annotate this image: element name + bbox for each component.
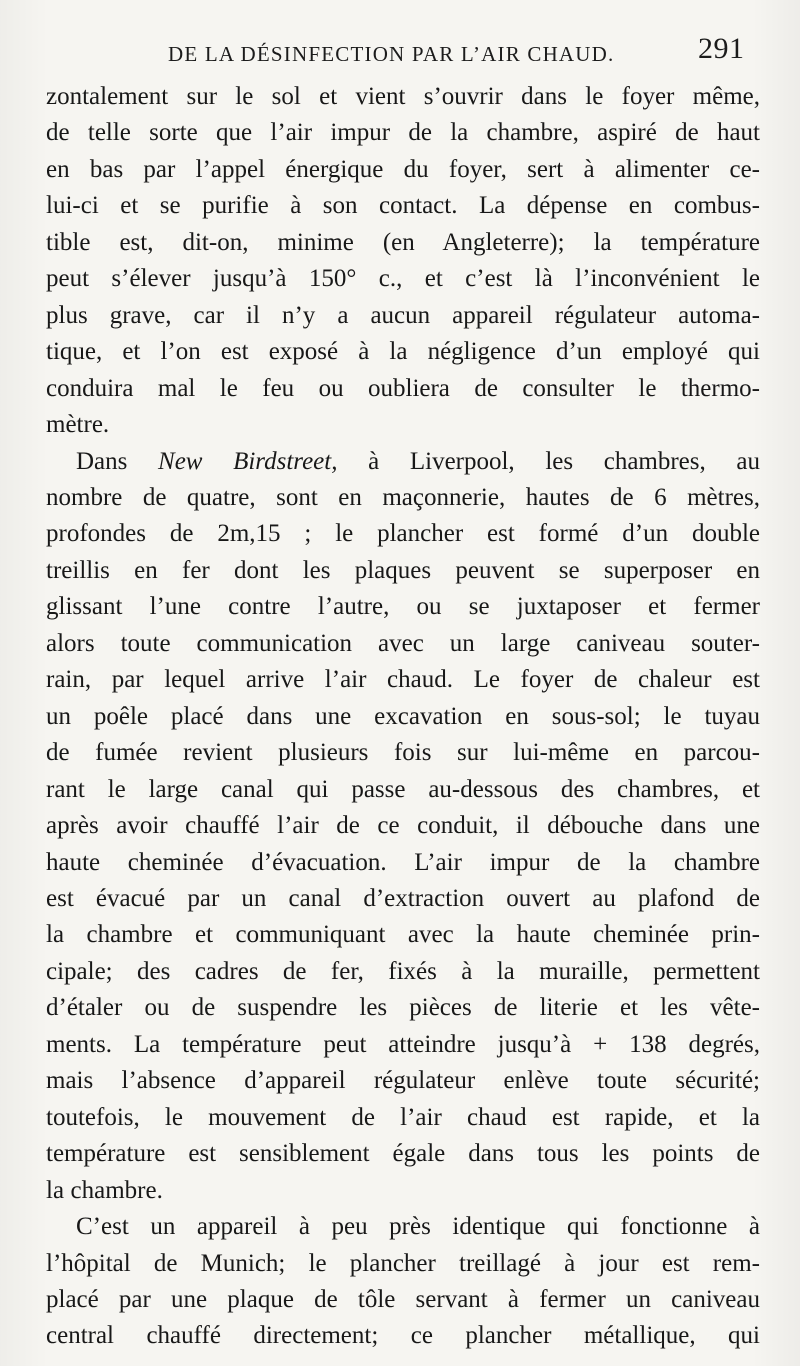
text-line: placé par une plaque de tôle servant à fermer un caniveau (46, 1285, 760, 1313)
text-line (46, 444, 760, 480)
text-line: glissant l’une contre l’autre, ou se juxtaposer et fermer (46, 593, 760, 621)
text-line: haute cheminée d’évacuation. L’air impur de la chambre (46, 848, 760, 876)
text-line: un poêle placé dans une excavation en sous-sol; le tuyau (46, 702, 760, 730)
text-run: à Liverpool, les chambres, au (337, 447, 760, 475)
running-title: DE LA DÉSINFECTION PAR L’AIR CHAUD. (168, 42, 615, 66)
text-line: tible est, dit-on, minime (en Angleterre); la température (46, 228, 760, 256)
text-line: de fumée revient plusieurs fois sur lui-même en parcou- (46, 739, 760, 767)
paragraph-3 (46, 1209, 760, 1355)
text-line: est évacué par un canal d’extraction ouvert au plafond de (46, 884, 760, 912)
text-line: peut s’élever jusqu’à 150° c., et c’est là l’inconvénient le (46, 265, 760, 293)
text-line: lui-ci et se purifie à son contact. La dépense en combus- (46, 192, 760, 220)
text-line: zontalement sur le sol et vient s’ouvrir dans le foyer même, (46, 83, 760, 110)
text-line: cipale; des cadres de fer, fixés à la muraille, permettent (46, 957, 760, 985)
text-line: la chambre. (46, 1176, 163, 1204)
street-name: New Birdstreet, (158, 447, 338, 475)
text-line: alors toute communication avec un large caniveau souter- (46, 629, 760, 657)
text-line: ments. La température peut atteindre jusqu’à + 138 degrés, (46, 1030, 760, 1058)
text-line: plus grave, car il n’y a aucun appareil régulateur automa- (46, 301, 760, 329)
text-line: mètre. (46, 411, 110, 439)
text-line: toutefois, le mouvement de l’air chaud est rapide, et la (46, 1103, 760, 1131)
text-line: profondes de 2m,15 ; le plancher est formé d’un double (46, 520, 760, 548)
text-line: température est sensiblement égale dans tous les points de (46, 1140, 760, 1168)
text-run: Dans (76, 447, 159, 475)
paragraph-2 (46, 444, 760, 1210)
text-line: en bas par l’appel énergique du foyer, sert à alimenter ce- (46, 155, 760, 183)
paragraph-1 (46, 79, 760, 444)
page-number: 291 (698, 32, 745, 65)
text-line: rant le large canal qui passe au-dessous des chambres, et (46, 775, 760, 803)
text-line: de telle sorte que l’air impur de la chambre, aspiré de haut (46, 119, 760, 147)
text-line: C’est un appareil à peu près identique qui fonctionne à (76, 1213, 760, 1241)
text-line: l’hôpital de Munich; le plancher treillagé à jour est rem- (46, 1249, 760, 1277)
text-line: central chauffé directement; ce plancher métallique, qui (46, 1322, 760, 1350)
text-line: mais l’absence d’appareil régulateur enlève toute sécurité; (46, 1067, 760, 1095)
text-line: treillis en fer dont les plaques peuvent se superposer en (46, 556, 760, 584)
text-line: la chambre et communiquant avec la haute cheminée prin- (46, 921, 760, 949)
text-line: nombre de quatre, sont en maçonnerie, hautes de 6 mètres, (46, 483, 760, 511)
text-line: d’étaler ou de suspendre les pièces de literie et les vête- (46, 994, 760, 1022)
page-header (0, 28, 800, 80)
text-line: tique, et l’on est exposé à la négligence d’un employé qui (46, 338, 760, 366)
text-line: rain, par lequel arrive l’air chaud. Le foyer de chaleur est (46, 666, 760, 694)
text-line: conduira mal le feu ou oubliera de consulter le thermo- (46, 374, 760, 402)
body-text (46, 79, 760, 1355)
text-line: après avoir chauffé l’air de ce conduit, il débouche dans une (46, 812, 760, 840)
